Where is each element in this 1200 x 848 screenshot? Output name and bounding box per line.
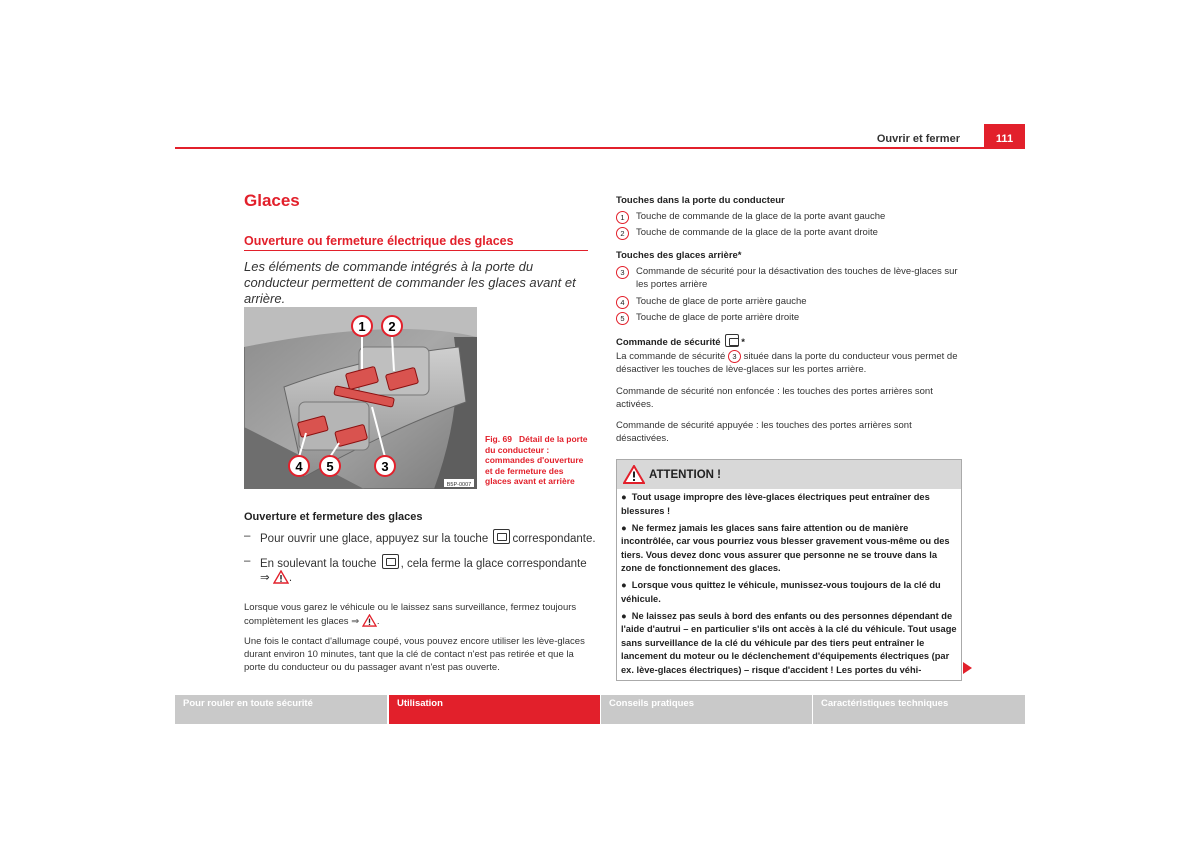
- number-circle: 2: [616, 227, 629, 240]
- instruction-close-text-b: , cela ferme la glace correspondante: [400, 558, 587, 570]
- continue-arrow-icon: [963, 662, 972, 674]
- figure-caption-label: Fig. 69: [485, 434, 512, 444]
- callout-3: [375, 456, 395, 476]
- figure-caption-text: Détail de la porte du conducteur : commandes d'ouverture et de fermeture des glaces avant et arrière: [485, 434, 588, 486]
- warning-triangle-icon: [623, 465, 645, 484]
- window-switch-icon: [382, 554, 399, 569]
- attention-body: [621, 491, 957, 681]
- dash-bullet: –: [244, 555, 251, 567]
- heading-driver-door: Touches dans la porte du conducteur: [616, 195, 785, 206]
- bullet: ●: [621, 492, 627, 502]
- number-circle: 3: [728, 350, 741, 363]
- running-header: Ouvrir et fermer: [876, 133, 960, 145]
- paragraph-parking-text: Lorsque vous garez le véhicule ou le laissez sans surveillance, fermez toujours complètement les glaces: [244, 602, 577, 627]
- number-circle: 1: [616, 211, 629, 224]
- footer-tab-tips[interactable]: [601, 695, 812, 724]
- intro-text: Les éléments de commande intégrés à la porte du conducteur permettent de commander les glaces avant et arrière.: [244, 259, 576, 306]
- figure-door-controls: [244, 307, 477, 489]
- footer-tab-specs[interactable]: [813, 695, 1025, 724]
- instruction-open-text-b: correspondante.: [512, 533, 596, 545]
- list-item-text: Commande de sécurité pour la désactivation des touches de lève-glaces sur les portes arrière: [636, 266, 958, 290]
- footer-tab-label: Conseils pratiques: [609, 698, 694, 709]
- arrow-ref: ⇒: [260, 572, 270, 584]
- callout-2-label: 2: [388, 319, 396, 334]
- safety-paragraph-3: Commande de sécurité appuyée : les touches des portes arrières sont désactivées.: [616, 420, 912, 444]
- page-number: 111: [984, 124, 1025, 148]
- door-switch-illustration: [244, 307, 477, 489]
- paragraph-ignition: Une fois le contact d'allumage coupé, vous pouvez encore utiliser les lève-glaces durant environ 10 minutes, tant que la clé de contact n'est pas retirée et que la porte du conducteur ou du passager avant n'est pas ouverte.: [244, 636, 585, 673]
- callout-1: [352, 316, 372, 336]
- safety-paragraph-2: Commande de sécurité non enfoncée : les touches des portes arrières sont activées.: [616, 386, 933, 410]
- section-title: Glaces: [244, 191, 300, 210]
- warning-triangle-icon: [362, 614, 377, 627]
- footer-tab-safety[interactable]: [175, 695, 387, 724]
- heading-rear-windows: Touches des glaces arrière*: [616, 250, 742, 261]
- footer-tab-label: Caractéristiques techniques: [821, 698, 949, 709]
- callout-5: [320, 456, 340, 476]
- instruction-close-text-a: En soulevant la touche: [260, 558, 377, 570]
- header-rule: [175, 147, 1025, 149]
- callout-4: [289, 456, 309, 476]
- attention-item-text: Lorsque vous quittez le véhicule, munissez-vous toujours de la clé du véhicule.: [621, 580, 941, 604]
- heading-safety-star: *: [741, 337, 745, 348]
- bullet: ●: [621, 610, 627, 621]
- arrow-ref: ⇒: [351, 616, 360, 627]
- attention-item: [621, 522, 957, 576]
- safety-p1-text-b: située dans la porte du conducteur vous permet de désactiver les touches de lève-glaces sur les portes arrière.: [616, 351, 958, 375]
- safety-paragraph-1: [616, 350, 964, 376]
- window-switch-icon: [493, 529, 510, 544]
- heading-safety-text: Commande de sécurité: [616, 337, 721, 348]
- attention-item: [621, 610, 957, 678]
- callout-5-label: 5: [326, 459, 334, 474]
- attention-header: [617, 460, 961, 489]
- attention-item: [621, 491, 957, 518]
- bullet: ●: [621, 522, 627, 533]
- window-switch-icon: [725, 334, 739, 347]
- number-circle: 5: [616, 312, 629, 325]
- list-item-text: Touche de glace de porte arrière gauche: [636, 296, 807, 307]
- list-item-text: Touche de commande de la glace de la porte avant droite: [636, 227, 878, 238]
- dash-bullet: –: [244, 530, 251, 542]
- list-item: [616, 265, 961, 293]
- attention-item: [621, 579, 957, 606]
- number-circle: 3: [616, 266, 629, 279]
- subheading-open-close: Ouverture et fermeture des glaces: [244, 511, 423, 523]
- attention-item-text: Ne fermez jamais les glaces sans faire attention ou de manière incontrôlée, car vous pourriez vous blesser gravement vous-même ou des tiers. Vous devez donc vous assurer que personne ne se trouve dans la zone de fonctionnement des glaces.: [621, 522, 950, 573]
- subsection-rule: [244, 250, 588, 251]
- figure-caption: [485, 434, 591, 487]
- list-item-text: Touche de glace de porte arrière droite: [636, 312, 800, 323]
- bullet: ●: [621, 580, 627, 590]
- paragraph-parking: Lorsque vous garez le véhicule ou le laissez sans surveillance, fermez toujours complètement les glaces ⇒ .: [244, 602, 577, 627]
- callout-3-label: 3: [381, 459, 389, 474]
- attention-item-text: Ne laissez pas seuls à bord des enfants ou des personnes dépendant de l'aide d'autrui – en particulier s'ils ont accès à la clé du véhicule. Tout usage sans surveillance de la clé du véhicule par des tiers peut entraîner le lancement du moteur ou le déclenchement d'équipements électriques (par ex. lève-glaces électriques) – risque d'accident ! Les portes du véhi-: [621, 610, 957, 675]
- warning-triangle-icon: [273, 570, 289, 584]
- footer-tab-label: Utilisation: [397, 698, 443, 709]
- heading-safety-control: [616, 334, 745, 348]
- callout-1-label: 1: [358, 319, 366, 334]
- figure-code: B5P-0007: [446, 482, 472, 488]
- safety-p1-text-a: La commande de sécurité: [616, 351, 726, 362]
- attention-title: ATTENTION !: [649, 469, 721, 481]
- number-circle: 4: [616, 296, 629, 309]
- attention-box: [616, 459, 962, 681]
- subsection-title: Ouverture ou fermeture électrique des glaces: [244, 234, 514, 248]
- list-item-text: Touche de commande de la glace de la porte avant gauche: [636, 211, 886, 222]
- callout-2: [382, 316, 402, 336]
- instruction-open-text-a: Pour ouvrir une glace, appuyez sur la touche: [260, 533, 489, 545]
- footer-tab-usage[interactable]: [389, 695, 600, 724]
- footer-tab-label: Pour rouler en toute sécurité: [183, 698, 313, 709]
- attention-item-text: Tout usage impropre des lève-glaces électriques peut entraîner des blessures !: [621, 492, 930, 516]
- callout-4-label: 4: [295, 459, 303, 474]
